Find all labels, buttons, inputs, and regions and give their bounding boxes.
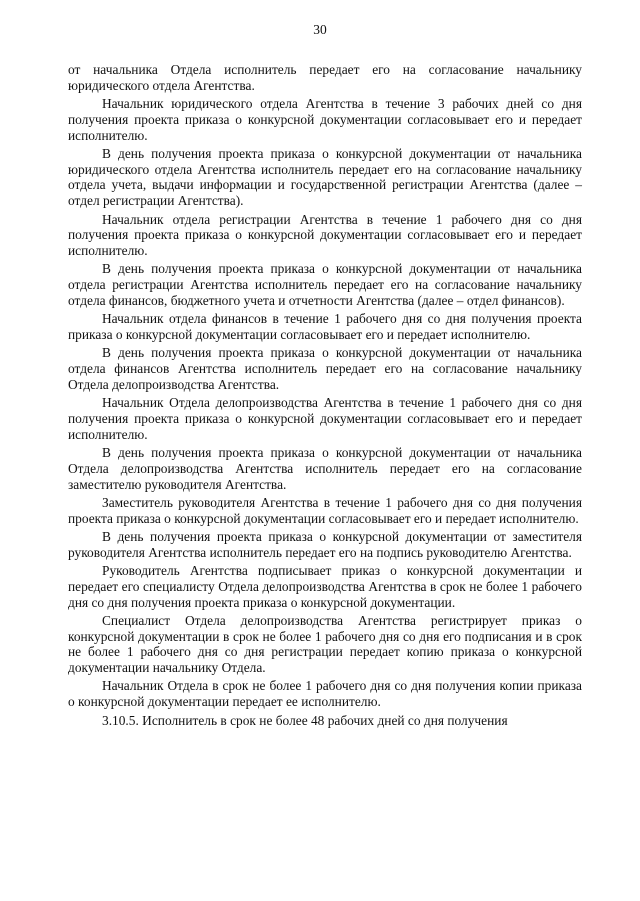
paragraph: Начальник отдела регистрации Агентства в течение 1 рабочего дня со дня получения проекта приказа о конкурсной документации согласовывает его и передает исполнителю. <box>68 211 582 259</box>
paragraph: 3.10.5. Исполнитель в срок не более 48 рабочих дней со дня получения <box>102 712 508 728</box>
paragraph: Начальник отдела финансов в течение 1 рабочего дня со дня получения проекта приказа о конкурсной документации согласовывает его и передает исполнителю. <box>68 311 582 342</box>
page-number: 30 <box>313 22 327 37</box>
paragraph: Начальник Отдела в срок не более 1 рабочего дня со дня получения копии приказа о конкурсной документации передает ее исполнителю. <box>68 678 582 710</box>
document-body <box>68 62 582 731</box>
paragraph: В день получения проекта приказа о конкурсной документации от заместителя руководителя Агентства исполнитель передает его на подпись руководителю Агентства. <box>68 528 582 560</box>
paragraph: Специалист Отдела делопроизводства Агентства регистрирует приказ о конкурсной документации в срок не более 1 рабочего дня со дня его подписания и в срок не более 1 рабочего дня со дня регистрации передает копию приказа о конкурсной документации начальнику Отдела. <box>68 612 582 676</box>
paragraph: В день получения проекта приказа о конкурсной документации от начальника Отдела делопроизводства Агентства исполнитель передает его на согласование заместителю руководителя Агентства. <box>68 445 582 492</box>
paragraph: от начальника Отдела исполнитель передает его на согласование начальнику юридического отдела Агентства. <box>68 62 582 93</box>
paragraph: В день получения проекта приказа о конкурсной документации от начальника отдела регистрации Агентства исполнитель передает его на согласование начальнику отдела финансов, бюджетного учета и отчетности Агентства (далее – отдел финансов). <box>68 261 582 308</box>
paragraph: В день получения проекта приказа о конкурсной документации от начальника юридического отдела Агентства исполнитель передает его на согласование начальнику отдела учета, выдачи информации и государственной регистрации Агентства (далее – отдел регистрации Агентства). <box>68 145 582 209</box>
paragraph: Заместитель руководителя Агентства в течение 1 рабочего дня со дня получения проекта приказа о конкурсной документации согласовывает его и передает исполнителю. <box>68 494 582 526</box>
paragraph: В день получения проекта приказа о конкурсной документации от начальника отдела финансов Агентства исполнитель передает его на согласование начальнику Отдела делопроизводства Агентства. <box>68 345 582 392</box>
paragraph: Начальник Отдела делопроизводства Агентства в течение 1 рабочего дня со дня получения проекта приказа о конкурсной документации согласовывает его и передает исполнителю. <box>68 395 582 442</box>
paragraph: Начальник юридического отдела Агентства в течение 3 рабочих дней со дня получения проекта приказа о конкурсной документации согласовывает его и передает исполнителю. <box>68 96 582 143</box>
paragraph: Руководитель Агентства подписывает приказ о конкурсной документации и передает его специалисту Отдела делопроизводства Агентства в срок не более 1 рабочего дня со дня получения проекта приказа о конкурсной документации. <box>68 563 582 610</box>
